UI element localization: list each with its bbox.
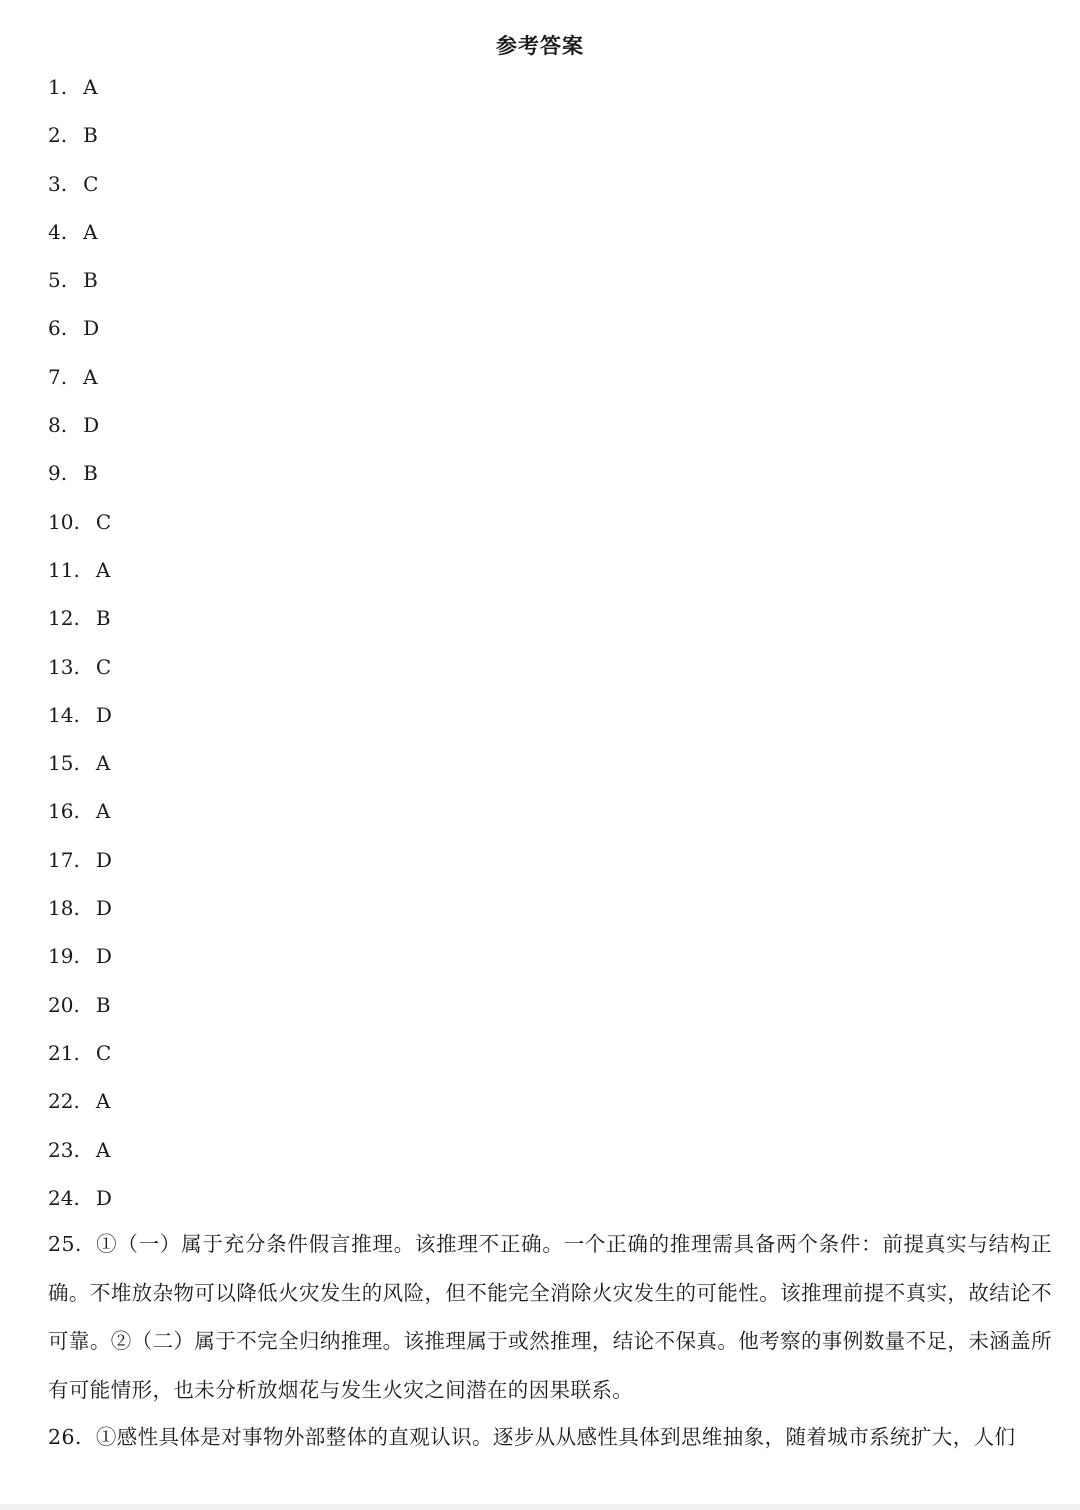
page-bottom-edge [0,1504,1080,1510]
answer-row [48,1084,112,1132]
answer-text: ①感性具体是对事物外部整体的直观认识。逐步从从感性具体到思维抽象，随着城市系统扩大，人们 [95,1425,1016,1449]
question-number: 15. [48,751,80,776]
answer-row [48,891,112,939]
answer-row [48,70,112,118]
answer-choice: B [83,461,98,486]
question-number: 5. [48,268,68,293]
question-number: 16. [48,799,80,824]
answer-row [48,746,112,794]
answer-row [48,311,112,359]
question-number: 19. [48,944,80,969]
question-number: 9. [48,461,68,486]
question-number: 6. [48,316,68,341]
answer-choice: D [95,896,112,921]
answer-row [48,263,112,311]
answer-row [48,939,112,987]
essay-answer-26 [48,1413,1052,1462]
question-number: 14. [48,702,80,727]
answer-choice: A [95,557,111,582]
answer-choice: D [83,413,100,438]
answer-choice: A [83,219,98,244]
question-number: 21. [48,1040,80,1065]
answer-choice: D [95,944,112,969]
question-number: 26. [48,1425,82,1449]
question-number: 22. [48,1089,80,1114]
question-number: 7. [48,364,68,389]
answer-row [48,1036,112,1084]
answer-row [48,553,112,601]
question-number: 11. [48,557,80,582]
answer-choice: A [95,799,111,824]
answer-row [48,650,112,698]
answer-choice: B [83,268,98,293]
answer-row [48,456,112,504]
essay-answer-25 [48,1220,1052,1414]
question-number: 18. [48,896,80,921]
question-number: 3. [48,171,68,196]
answer-row [48,794,112,842]
question-number: 12. [48,606,80,631]
answer-row [48,505,112,553]
page-title: 参考答案 [496,33,584,58]
answer-choice: B [95,992,111,1017]
answer-choice: D [95,847,112,872]
answer-row [48,988,112,1036]
question-number: 20. [48,992,80,1017]
question-number: 4. [48,219,68,244]
answer-row [48,360,112,408]
answer-choice: A [95,1089,111,1114]
answer-choice: C [83,171,99,196]
question-number: 24. [48,1185,80,1210]
question-number: 8. [48,413,68,438]
question-number: 1. [48,75,68,99]
question-number: 23. [48,1137,80,1162]
answer-choice: C [95,1040,112,1065]
answer-choice: A [95,751,111,776]
answer-row [48,601,112,649]
answer-row [48,1133,112,1181]
question-number: 10. [48,509,80,534]
question-number: 17. [48,847,80,872]
answer-row [48,698,112,746]
answer-choice: D [83,316,100,341]
answer-choice: C [95,654,112,679]
answer-list [48,70,112,1229]
answer-choice: D [95,1185,112,1210]
answer-choice: B [95,606,111,631]
answer-row [48,843,112,891]
question-number: 2. [48,123,68,148]
answer-choice: A [83,75,98,99]
answer-choice: A [95,1137,111,1162]
answer-choice: C [95,509,112,534]
answer-choice: D [95,702,112,727]
answer-row [48,167,112,215]
answer-row [48,215,112,263]
question-number: 13. [48,654,80,679]
question-number: 25. [48,1232,82,1256]
answer-choice: B [83,123,98,148]
answer-choice: A [83,364,98,389]
answer-row [48,408,112,456]
answer-row [48,118,112,166]
answer-text: ①（一）属于充分条件假言推理。该推理不正确。一个正确的推理需具备两个条件：前提真实与结构正确。不堆放杂物可以降低火灾发生的风险，但不能完全消除火灾发生的可能性。该推理前提不真实，故结论不可靠。②（二）属于不完全归纳推理。该推理属于或然推理，结论不保真。他考察的事例数量不足，未涵盖所有可能情形，也未分析放烟花与发生火灾之间潜在的因果联系。 [48,1232,1052,1402]
